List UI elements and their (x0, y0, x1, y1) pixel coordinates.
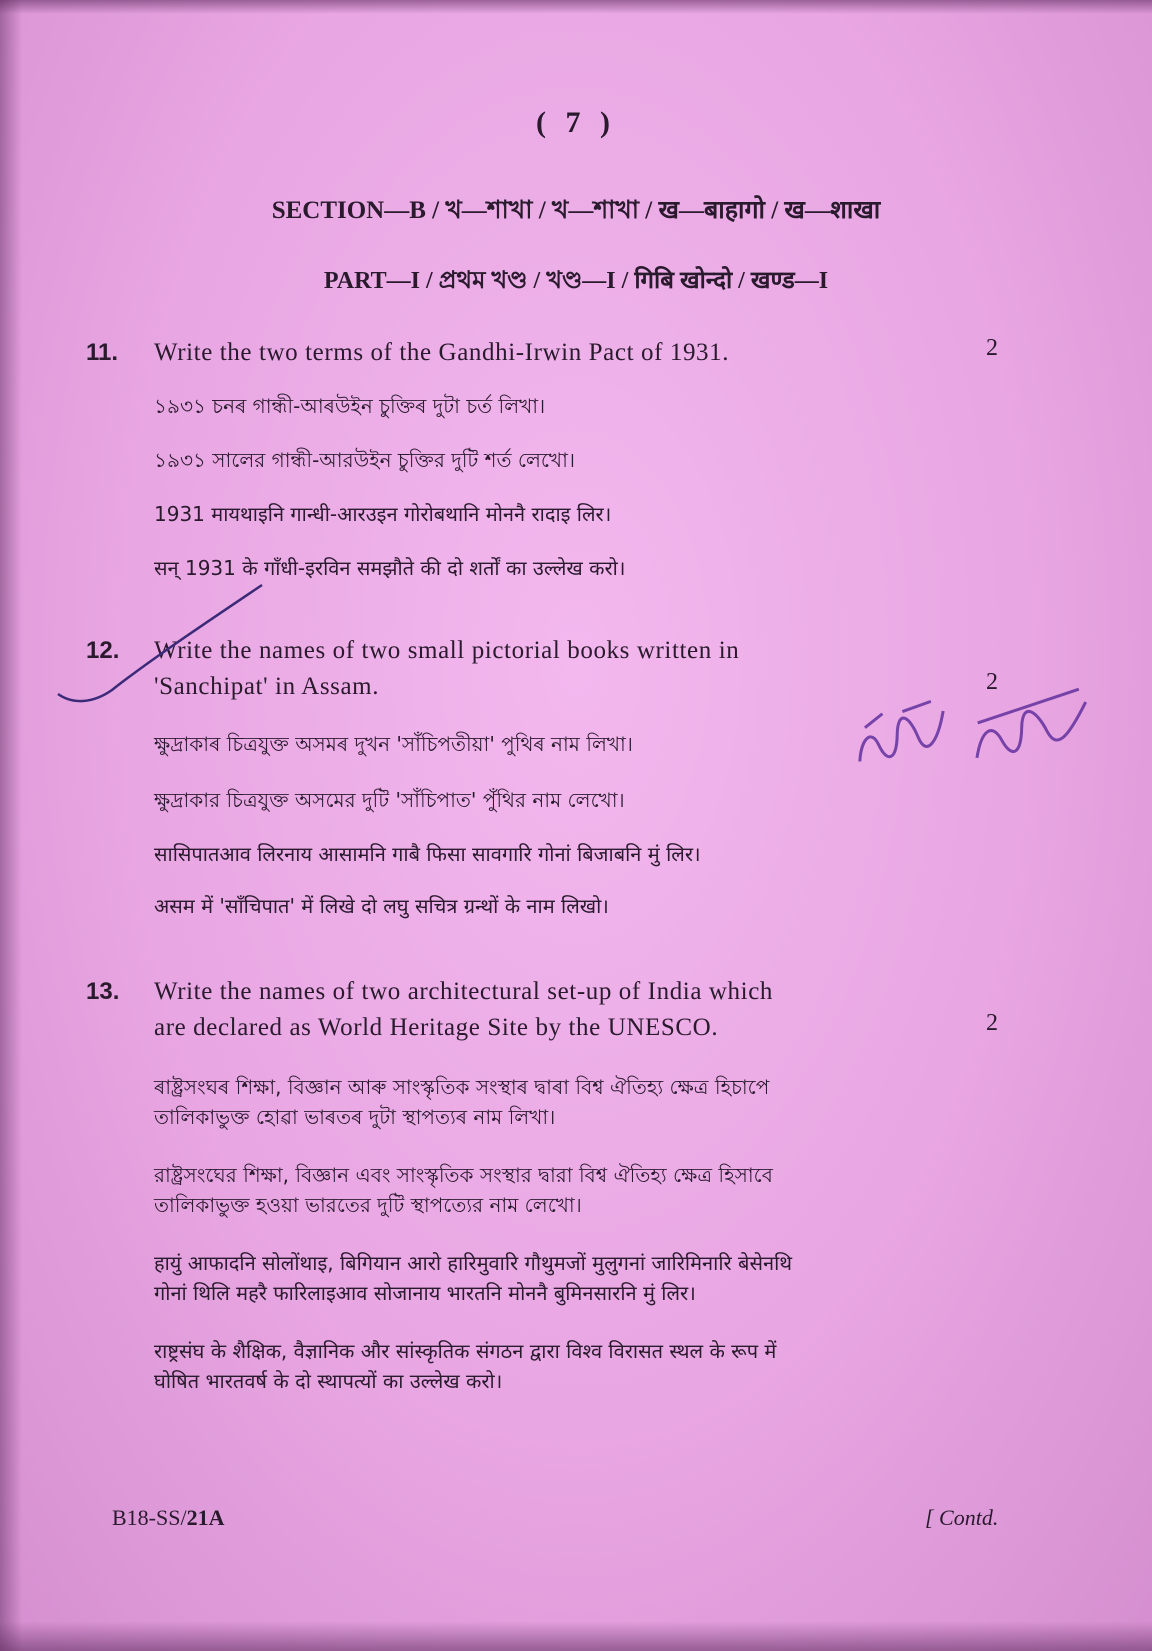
translation-assamese-line-1: ৰাষ্ট্ৰসংঘৰ শিক্ষা, বিজ্ঞান আৰু সাংস্কৃতিক সংস্থাৰ দ্বাৰা বিশ্ব ঐতিহ্য ক্ষেত্ৰ হিচাপে (154, 1075, 770, 1099)
question-marks: 2 (986, 1010, 998, 1036)
translation-hindi: सन् 1931 के गाँधी-इरविन समझौते की दो शर्तों का उल्लेख करो। (154, 556, 626, 580)
question-english-line-1: Write the names of two small pictorial books written in (154, 637, 740, 664)
question-english: Write the two terms of the Gandhi-Irwin Pact of 1931. (154, 339, 730, 366)
translation-bengali-line-1: রাষ্ট্রসংঘের শিক্ষা, বিজ্ঞান এবং সাংস্কৃতিক সংস্থার দ্বারা বিশ্ব ঐতিহ্য ক্ষেত্র হিসাবে (154, 1163, 773, 1187)
page-edge-top (0, 0, 1152, 14)
question-english-line-1: Write the names of two architectural set-up of India which (154, 978, 773, 1005)
question-english-line-2: 'Sanchipat' in Assam. (154, 673, 380, 700)
translation-bodo: 1931 मायथाइनि गान्धी-आरउइन गोरोबथानि मोननै रादाइ लिर। (154, 502, 612, 526)
translation-assamese: ক্ষুদ্ৰাকাৰ চিত্ৰযুক্ত অসমৰ দুখন 'সাঁচিপতীয়া' পুথিৰ নাম লিখা। (154, 732, 633, 756)
translation-bengali: ক্ষুদ্রাকার চিত্রযুক্ত অসমের দুটি 'সাঁচিপাত' পুঁথির নাম লেখো। (154, 788, 625, 812)
translation-bodo: सासिपातआव लिरनाय आसामनि गाबै फिसा सावगारि गोनां बिजाबनि मुं लिर। (154, 842, 701, 866)
question-marks: 2 (986, 669, 998, 695)
question-13 (86, 974, 1086, 1394)
translation-hindi-line-1: राष्ट्रसंघ के शैक्षिक, वैज्ञानिक और सांस्कृतिक संगठन द्वारा विश्व विरासत स्थल के रूप में (154, 1339, 777, 1363)
section-heading: SECTION—B / খ—শাখা / খ—শাখা / ख—बाहागो / ख—शाखा (271, 197, 881, 224)
translation-hindi-line-2: घोषित भारतवर्ष के दो स्थापत्यों का उल्लेख करो। (154, 1369, 503, 1393)
translation-assamese: ১৯৩১ চনৰ গান্ধী-আৰউইন চুক্তিৰ দুটা চৰ্ত লিখা। (154, 394, 546, 418)
paper-code-bold: 21A (186, 1505, 225, 1530)
page-edge-bottom (0, 1621, 1152, 1651)
question-number: 11. (86, 339, 119, 366)
question-marks: 2 (986, 335, 998, 361)
part-heading: PART—I / প্ৰথম খণ্ড / খণ্ড—I / गिबि खोन्दो / खण्ड—I (323, 268, 829, 294)
page-number: ( 7 ) (536, 106, 616, 139)
question-english-line-2: are declared as World Heritage Site by the UNESCO. (154, 1014, 719, 1041)
translation-bengali: ১৯৩১ সালের গান্ধী-আরউইন চুক্তির দুটি শর্ত লেখো। (154, 448, 576, 472)
translation-bodo-line-2: गोनां थिलि महरै फारिलाइआव सोजानाय भारतनि मोननै बुमिनसारनि मुं लिर। (154, 1281, 696, 1305)
translation-hindi: असम में 'साँचिपात' में लिखे दो लघु सचित्र ग्रन्थों के नाम लिखो। (154, 894, 609, 918)
paper-code-prefix: B18-SS/ (112, 1505, 187, 1530)
question-number: 12. (86, 637, 120, 664)
translation-bengali-line-2: তালিকাভুক্ত হওয়া ভারতের দুটি স্থাপত্যের নাম লেখো। (154, 1193, 582, 1217)
paper-code (112, 1505, 224, 1531)
page-edge-left (0, 0, 22, 1651)
continued-label: [ Contd. (925, 1505, 999, 1530)
question-12 (86, 633, 1086, 918)
translation-assamese-line-2: তালিকাভুক্ত হোৱা ভাৰতৰ দুটা স্থাপত্যৰ নাম লিখা। (154, 1105, 556, 1129)
question-number: 13. (86, 978, 120, 1005)
translation-bodo-line-1: हायुं आफादनि सोलोंथाइ, बिगियान आरो हारिमुवारि गौथुमजों मुलुगनां जारिमिनारि बेसेनथि (154, 1251, 793, 1275)
question-11 (86, 335, 1086, 585)
